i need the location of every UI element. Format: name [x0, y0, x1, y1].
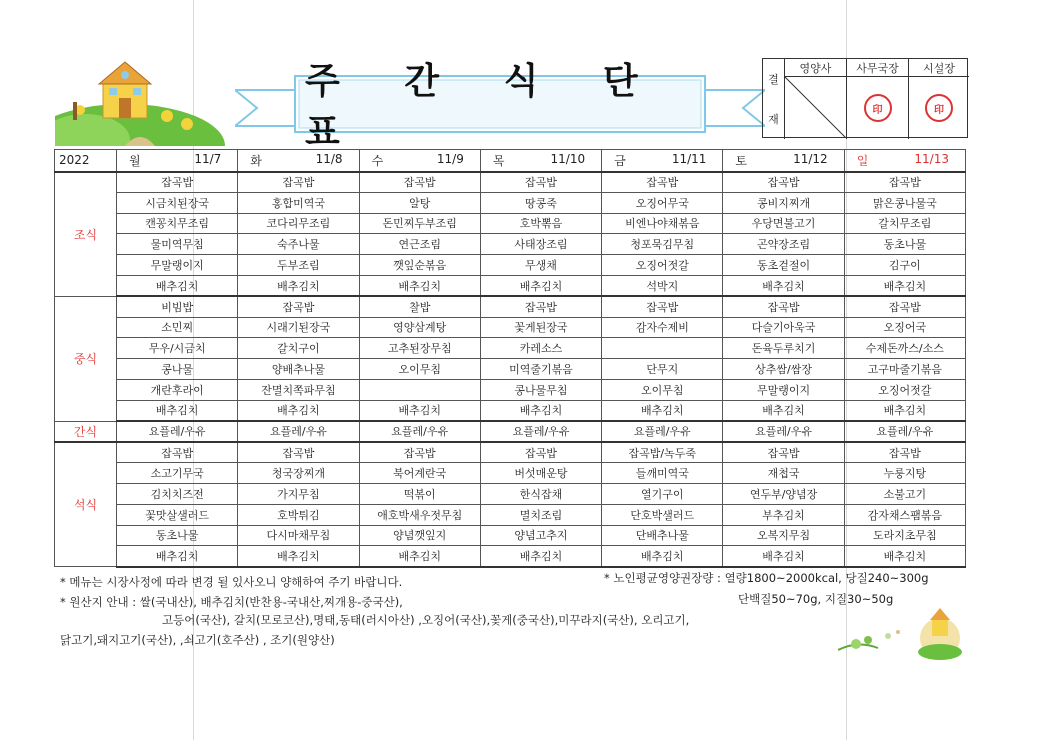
- menu-cell: 북어계란국: [359, 463, 480, 484]
- table-row: [55, 172, 966, 193]
- menu-cell: 잡곡밥: [238, 296, 359, 317]
- menu-cell: 콩나물: [117, 359, 238, 380]
- menu-cell: 미역줄기볶음: [480, 359, 601, 380]
- menu-cell: 감자수제비: [602, 317, 723, 338]
- menu-cell: 배추김치: [480, 400, 601, 421]
- day-header: 수 11/9: [359, 150, 480, 172]
- menu-cell: 부추김치: [723, 504, 844, 525]
- approval-signature-box: [762, 58, 968, 138]
- menu-cell: 다시마채무침: [238, 525, 359, 546]
- menu-cell: 배추김치: [359, 400, 480, 421]
- menu-cell: 재첩국: [723, 463, 844, 484]
- menu-cell: 오징어국: [844, 317, 965, 338]
- menu-cell: 잡곡밥: [359, 442, 480, 463]
- menu-cell: 잡곡밥/녹두죽: [602, 442, 723, 463]
- menu-cell: 잡곡밥: [117, 172, 238, 193]
- menu-cell: 가지무침: [238, 483, 359, 504]
- table-row: [55, 546, 966, 567]
- menu-cell: 요플레/우유: [238, 421, 359, 442]
- menu-cell: 코다리무조림: [238, 213, 359, 234]
- menu-cell: 배추김치: [117, 546, 238, 567]
- table-row: [55, 296, 966, 317]
- menu-cell: 배추김치: [844, 400, 965, 421]
- menu-cell: 잡곡밥: [480, 442, 601, 463]
- menu-cell: 동초나물: [117, 525, 238, 546]
- year-cell: 2022: [55, 150, 117, 172]
- menu-cell: [359, 379, 480, 400]
- menu-cell: 오징어젓갈: [844, 379, 965, 400]
- menu-cell: 요플레/우유: [723, 421, 844, 442]
- approval-sign-office-manager: [847, 77, 909, 139]
- menu-cell: 알탕: [359, 192, 480, 213]
- menu-cell: 배추김치: [844, 546, 965, 567]
- table-row: [55, 463, 966, 484]
- table-row: [55, 359, 966, 380]
- menu-cell: 두부조림: [238, 255, 359, 276]
- table-row: [55, 525, 966, 546]
- table-header-row: [55, 150, 966, 172]
- menu-cell: 양념고추지: [480, 525, 601, 546]
- menu-cell: 수제돈까스/소스: [844, 338, 965, 359]
- table-row: [55, 192, 966, 213]
- menu-cell: 애호박새우젓무침: [359, 504, 480, 525]
- menu-cell: 잡곡밥: [602, 296, 723, 317]
- menu-cell: 무생채: [480, 255, 601, 276]
- menu-cell: 우당면불고기: [723, 213, 844, 234]
- menu-cell: 찰밥: [359, 296, 480, 317]
- menu-cell: 배추김치: [602, 546, 723, 567]
- weekly-menu-table: [54, 149, 966, 568]
- menu-cell: 청국장찌개: [238, 463, 359, 484]
- menu-cell: 꽃게된장국: [480, 317, 601, 338]
- day-header: 토 11/12: [723, 150, 844, 172]
- menu-cell: 맑은콩나물국: [844, 192, 965, 213]
- menu-cell: 감자채스팸볶음: [844, 504, 965, 525]
- menu-cell: 연근조림: [359, 234, 480, 255]
- menu-cell: 떡볶이: [359, 483, 480, 504]
- approval-side-top: 결: [768, 73, 779, 86]
- menu-cell: 고구마줄기볶음: [844, 359, 965, 380]
- approval-sign-nutritionist: [785, 77, 847, 139]
- approval-header-director: 시설장: [909, 59, 969, 77]
- menu-cell: 배추김치: [480, 546, 601, 567]
- menu-cell: 배추김치: [602, 400, 723, 421]
- flower-illustration: [838, 600, 963, 660]
- day-header-sunday: 일 11/13: [844, 150, 965, 172]
- menu-cell: 요플레/우유: [602, 421, 723, 442]
- menu-cell: 배추김치: [480, 275, 601, 296]
- table-row: [55, 504, 966, 525]
- menu-cell: 잡곡밥: [238, 172, 359, 193]
- menu-cell: 땅콩죽: [480, 192, 601, 213]
- menu-cell: 누룽지탕: [844, 463, 965, 484]
- menu-cell: 꽃맛살샐러드: [117, 504, 238, 525]
- menu-cell: 비빔밥: [117, 296, 238, 317]
- menu-cell: 호박뽂음: [480, 213, 601, 234]
- menu-cell: 한식잡채: [480, 483, 601, 504]
- meal-label: 조식: [55, 172, 117, 297]
- menu-cell: 요플레/우유: [359, 421, 480, 442]
- menu-cell: 콩비지찌개: [723, 192, 844, 213]
- menu-cell: 양념깻잎지: [359, 525, 480, 546]
- menu-cell: 배추김치: [723, 546, 844, 567]
- menu-cell: 잔멸치쪽파무침: [238, 379, 359, 400]
- menu-cell: 단무지: [602, 359, 723, 380]
- red-seal-stamp: 印: [925, 94, 953, 122]
- menu-cell: 잡곡밥: [602, 172, 723, 193]
- menu-cell: 잡곡밥: [723, 172, 844, 193]
- menu-cell: 무말랭이지: [723, 379, 844, 400]
- menu-cell: 오이무침: [359, 359, 480, 380]
- menu-cell: 잡곡밥: [359, 172, 480, 193]
- menu-cell: 잡곡밥: [723, 442, 844, 463]
- menu-cell: 비엔나야채볶음: [602, 213, 723, 234]
- menu-cell: 오징어젓갈: [602, 255, 723, 276]
- menu-cell: 석박지: [602, 275, 723, 296]
- menu-cell: 갈치구이: [238, 338, 359, 359]
- table-row: [55, 400, 966, 421]
- menu-cell: 배추김치: [723, 400, 844, 421]
- menu-cell: 배추김치: [238, 546, 359, 567]
- meal-label: 중식: [55, 296, 117, 421]
- menu-cell: 요플레/우유: [117, 421, 238, 442]
- menu-cell: 동초겉절이: [723, 255, 844, 276]
- menu-cell: 소민찌: [117, 317, 238, 338]
- table-row: [55, 213, 966, 234]
- menu-cell: 곤약장조림: [723, 234, 844, 255]
- menu-cell: 열기구이: [602, 483, 723, 504]
- menu-cell: 오징어무국: [602, 192, 723, 213]
- day-header: 금 11/11: [602, 150, 723, 172]
- table-row: [55, 275, 966, 296]
- menu-cell: 잡곡밥: [480, 172, 601, 193]
- menu-cell: 배추김치: [723, 275, 844, 296]
- menu-cell: 잡곡밥: [844, 442, 965, 463]
- table-row: [55, 317, 966, 338]
- menu-cell: 고추된장무침: [359, 338, 480, 359]
- table-row: [55, 338, 966, 359]
- note-origin-info-cont: 고등어(국산), 갈치(모로코산),명태,동태(러시아산) ,오징어(국산),꽃게(중국산),미꾸라지(국산), 오리고기,: [162, 613, 690, 627]
- menu-cell: 시래기된장국: [238, 317, 359, 338]
- menu-cell: 갈치무조림: [844, 213, 965, 234]
- menu-cell: 요플레/우유: [844, 421, 965, 442]
- diagonal-strike: [785, 77, 846, 138]
- menu-cell: 무말랭이지: [117, 255, 238, 276]
- day-header: 목 11/10: [480, 150, 601, 172]
- note-menu-change: * 메뉴는 시장사정에 따라 변경 될 있사오니 양해하여 주기 바랍니다.: [60, 575, 403, 589]
- menu-cell: 잡곡밥: [844, 172, 965, 193]
- menu-cell: 동초나물: [844, 234, 965, 255]
- approval-header-nutritionist: 영양사: [785, 59, 847, 77]
- menu-cell: 김구이: [844, 255, 965, 276]
- table-row: [55, 442, 966, 463]
- menu-cell: 잡곡밥: [723, 296, 844, 317]
- menu-cell: 오이무침: [602, 379, 723, 400]
- note-origin-info: * 원산지 안내 : 쌀(국내산), 배추김치(반찬용-국내산,찌개용-중국산),: [60, 595, 403, 609]
- menu-cell: 잡곡밥: [117, 442, 238, 463]
- menu-cell: 멸치조림: [480, 504, 601, 525]
- menu-cell: 배추김치: [844, 275, 965, 296]
- table-row: [55, 483, 966, 504]
- menu-cell: 잡곡밥: [238, 442, 359, 463]
- menu-cell: [602, 338, 723, 359]
- meal-label: 간식: [55, 421, 117, 442]
- menu-cell: 버섯매운탕: [480, 463, 601, 484]
- approval-side-bottom: 재: [768, 113, 779, 126]
- note-nutrition-energy: * 노인평균영양권장량 : 열량1800~2000kcal, 당질240~300g: [604, 571, 929, 585]
- menu-cell: 돈육두루치기: [723, 338, 844, 359]
- menu-cell: 호박튀김: [238, 504, 359, 525]
- menu-cell: 카레소스: [480, 338, 601, 359]
- menu-cell: 단호박샐러드: [602, 504, 723, 525]
- menu-cell: 배추김치: [238, 275, 359, 296]
- table-row: [55, 421, 966, 442]
- menu-cell: 다슬기아욱국: [723, 317, 844, 338]
- menu-cell: 잡곡밥: [480, 296, 601, 317]
- menu-cell: 영양삼계탕: [359, 317, 480, 338]
- menu-cell: 물미역무침: [117, 234, 238, 255]
- menu-cell: 요플레/우유: [480, 421, 601, 442]
- menu-cell: 숙주나물: [238, 234, 359, 255]
- meal-label: 석식: [55, 442, 117, 567]
- menu-cell: 깻잎순볶음: [359, 255, 480, 276]
- menu-cell: 배추김치: [117, 275, 238, 296]
- menu-cell: 개란후라이: [117, 379, 238, 400]
- menu-cell: 배추김치: [238, 400, 359, 421]
- day-header: 월 11/7: [117, 150, 238, 172]
- menu-cell: 배추김치: [117, 400, 238, 421]
- menu-cell: 상추쌈/쌈장: [723, 359, 844, 380]
- approval-header-office-manager: 사무국장: [847, 59, 909, 77]
- menu-cell: 무우/시금치: [117, 338, 238, 359]
- menu-cell: 돈민찌두부조림: [359, 213, 480, 234]
- menu-cell: 사태장조림: [480, 234, 601, 255]
- menu-cell: 들깨미역국: [602, 463, 723, 484]
- menu-cell: 배추김치: [359, 275, 480, 296]
- table-row: [55, 255, 966, 276]
- note-nutrition-protein: 단백질50~70g, 지질30~50g: [738, 592, 894, 606]
- day-header: 화 11/8: [238, 150, 359, 172]
- menu-cell: 시금치된장국: [117, 192, 238, 213]
- menu-cell: 소고기무국: [117, 463, 238, 484]
- table-row: [55, 379, 966, 400]
- approval-side-label: [763, 59, 785, 139]
- menu-cell: 홍합미역국: [238, 192, 359, 213]
- menu-cell: 도라지초무침: [844, 525, 965, 546]
- menu-cell: 청포묵김무침: [602, 234, 723, 255]
- menu-cell: 단배추나물: [602, 525, 723, 546]
- house-illustration: [55, 58, 235, 146]
- menu-cell: 연두부/양념장: [723, 483, 844, 504]
- menu-cell: 양배추나물: [238, 359, 359, 380]
- menu-cell: 오복지무침: [723, 525, 844, 546]
- menu-cell: 소불고기: [844, 483, 965, 504]
- menu-cell: 김치치즈전: [117, 483, 238, 504]
- menu-cell: 배추김치: [359, 546, 480, 567]
- menu-cell: 잡곡밥: [844, 296, 965, 317]
- menu-cell: 캔꽁치무조림: [117, 213, 238, 234]
- table-row: [55, 234, 966, 255]
- red-seal-stamp: 印: [864, 94, 892, 122]
- note-origin-info-cont2: 닭고기,돼지고기(국산), ,쇠고기(호주산) , 조기(원양산): [60, 633, 335, 647]
- page-title: 주 간 식 단 표: [305, 61, 664, 153]
- menu-cell: 콩나물무침: [480, 379, 601, 400]
- approval-sign-director: [909, 77, 969, 139]
